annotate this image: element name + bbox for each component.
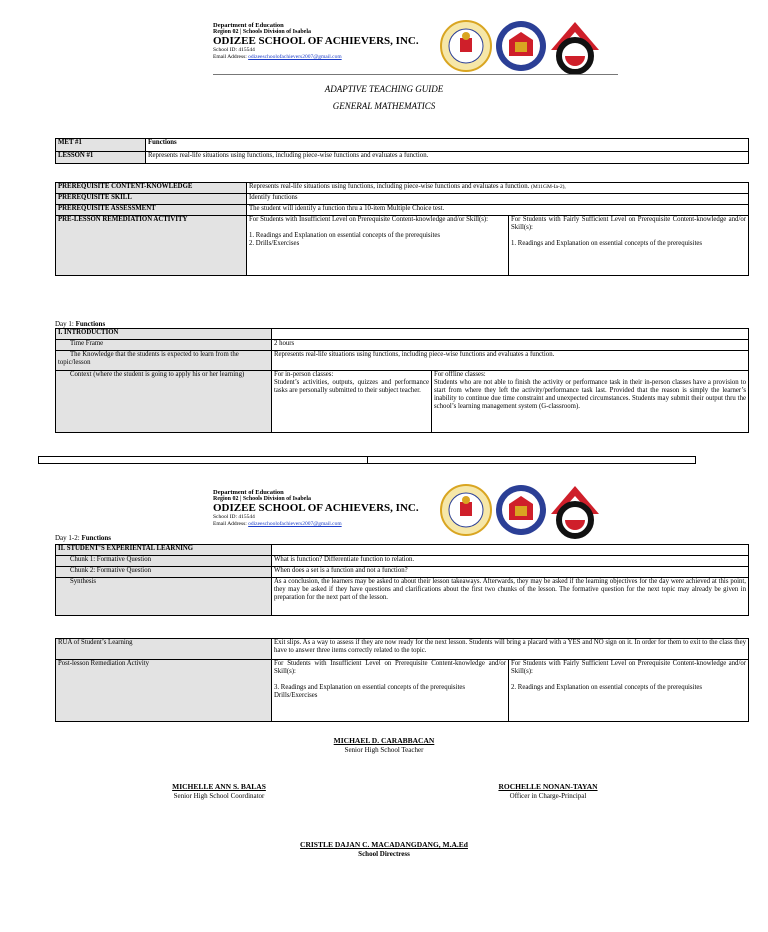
agency-logo-icon (549, 20, 601, 76)
experiential-heading: II. STUDENT’S EXPERIENTAL LEARNING (56, 545, 272, 556)
guide-title: ADAPTIVE TEACHING GUIDE (324, 84, 444, 94)
post-sufficient: For Students with Fairly Sufficient Level on Prerequisite Content-knowledge and/or Skill(s): 2. Readings and Explanation on essential concepts of the prerequisites (509, 660, 749, 722)
prereq-content-value: Represents real-life situations using functions, including piece-wise functions and evaluates a function. (M11GM-Ia-2), (247, 183, 749, 194)
school-seal-icon (440, 484, 492, 536)
coordinator-name: MICHELLE ANN S. BALAS (172, 782, 266, 791)
met-label: MET #1 (56, 139, 146, 152)
rua-table (55, 638, 749, 722)
time-frame-value: 2 hours (272, 340, 749, 351)
region-name: Region 02 | Schools Division of Isabela (213, 29, 312, 35)
introduction-heading: I. INTRODUCTION (56, 329, 272, 340)
teacher-role: Senior High School Teacher (344, 746, 424, 754)
met-table (55, 138, 749, 164)
remediation-insufficient: For Students with Insufficient Level on Prerequisite Content-knowledge and/or Skill(s): 1. Readings and Explanation on essential concepts of the prerequisites 2. Drills/Exercises (247, 216, 509, 276)
school-seal-icon (440, 20, 492, 72)
context-label: Context (where the student is going to apply his or her learning) (56, 371, 272, 433)
subject-title: GENERAL MATHEMATICS (332, 101, 436, 111)
day12-heading: Day 1-2: Functions (55, 534, 112, 542)
day1-heading: Day 1: Functions (55, 320, 106, 328)
school-name: ODIZEE SCHOOL OF ACHIEVERS, INC. (213, 35, 419, 47)
knowledge-label: The Knowledge that the students is expected to learn from the topic/lesson (56, 351, 272, 371)
rua-value: Exit slips. As a way to assess if they are now ready for the next lesson. Students will bring a placard with a YES and NO sign on it. In order for them to exit to the class they have to answer three items correctly related to the topic. (272, 639, 749, 660)
lesson-value: Represents real-life situations using functions, including piece-wise functions and evaluates a function. (146, 152, 749, 164)
knowledge-value: Represents real-life situations using functions, including piece-wise functions and evaluates a function. (272, 351, 749, 371)
post-remediation-label: Post-lesson Remediation Activity (56, 660, 272, 722)
chunk2-value: When does a set is a function and not a function? (272, 567, 749, 578)
post-insufficient: For Students with Insufficient Level on Prerequisite Content-knowledge and/or Skill(s): 3. Readings and Explanation on essential concepts of the prerequisites Drills/Exercises (272, 660, 509, 722)
lesson-label: LESSON #1 (56, 152, 146, 164)
chunk1-value: What is function? Differentiate function to relation. (272, 556, 749, 567)
department-name: Department of Education (213, 22, 284, 29)
school-id-2: School ID: 415544 (213, 514, 255, 520)
rua-label: RUA of Student’s Learning (56, 639, 272, 660)
teacher-name: MICHAEL D. CARABBACAN (333, 736, 435, 745)
email-line: Email Address: odizeeschoolofachievers2007@gmail.com (213, 54, 342, 60)
blank-row (38, 456, 696, 464)
remediation-sufficient: For Students with Fairly Sufficient Level on Prerequisite Content-knowledge and/or Skill(s): 1. Readings and Explanation on essential concepts of the prerequisites (509, 216, 749, 276)
prereq-skill-value: Identify functions (247, 194, 749, 205)
principal-name: ROCHELLE NONAN-TAYAN (498, 782, 598, 791)
principal-role: Officer in Charge-Principal (509, 792, 587, 800)
chunk1-label: Chunk 1: Formative Question (56, 556, 272, 567)
chunk2-label: Chunk 2: Formative Question (56, 567, 272, 578)
letterhead-top (213, 22, 419, 61)
email-link[interactable]: odizeeschoolofachievers2007@gmail.com (248, 54, 342, 60)
prereq-assessment-value: The student will identify a function thru a 10-item Multiple Choice test. (247, 205, 749, 216)
met-value: Functions (146, 139, 749, 152)
prereq-assessment-label: PREREQUISITE ASSESSMENT (56, 205, 247, 216)
directress-role: School Directress (358, 850, 410, 858)
prereq-content-label: PREREQUISITE CONTENT-KNOWLEDGE (56, 183, 247, 194)
synthesis-value: As a conclusion, the learners may be asked to about their lesson takeaways. Afterwards, they may be asked if the learning objectives for the day were achieved at this point, they may be asked if they have questions and clarifications about the first two chunks of the lesson. The formative question for the next topic may already be given in preparation for the next part of the lesson. (272, 578, 749, 616)
experiential-table (55, 544, 749, 616)
prereq-table (55, 182, 749, 276)
region-name-2: Region 02 | Schools Division of Isabela (213, 496, 312, 502)
offline-cell: For offline classes: Students who are not able to finish the activity or performance task in their in-person classes have a provision to start from where they left the activity/performance task last. Provided that the reason is simply the learner’s inability to continue due time constraint and unexpected circumstances. Students may submit their output thru the school’s learning management system (G-classroom). (432, 371, 749, 433)
coordinator-role: Senior High School Coordinator (173, 792, 265, 800)
letterhead-second (213, 489, 419, 528)
email-line-2: Email Address: odizeeschoolofachievers2007@gmail.com (213, 521, 342, 527)
deped-seal-icon (495, 482, 547, 538)
synthesis-label: Synthesis (56, 578, 272, 616)
deped-seal-icon (495, 18, 547, 74)
header-rule (213, 74, 618, 75)
remediation-label: PRE-LESSON REMEDIATION ACTIVITY (56, 216, 247, 276)
time-frame-label: Time Frame (56, 340, 272, 351)
email-link-2[interactable]: odizeeschoolofachievers2007@gmail.com (248, 521, 342, 527)
department-name-2: Department of Education (213, 489, 284, 496)
prereq-skill-label: PREREQUISITE SKILL (56, 194, 247, 205)
agency-logo-icon (549, 484, 601, 540)
directress-name: CRISTLE DAJAN C. MACADANGDANG, M.A.Ed (300, 840, 468, 849)
school-id: School ID: 415544 (213, 47, 255, 53)
inperson-cell: For in-person classes: Student’s activities, outputs, quizzes and performance tasks are personally submitted to their subject teacher. (272, 371, 432, 433)
school-name-2: ODIZEE SCHOOL OF ACHIEVERS, INC. (213, 502, 419, 514)
introduction-table (55, 328, 749, 433)
